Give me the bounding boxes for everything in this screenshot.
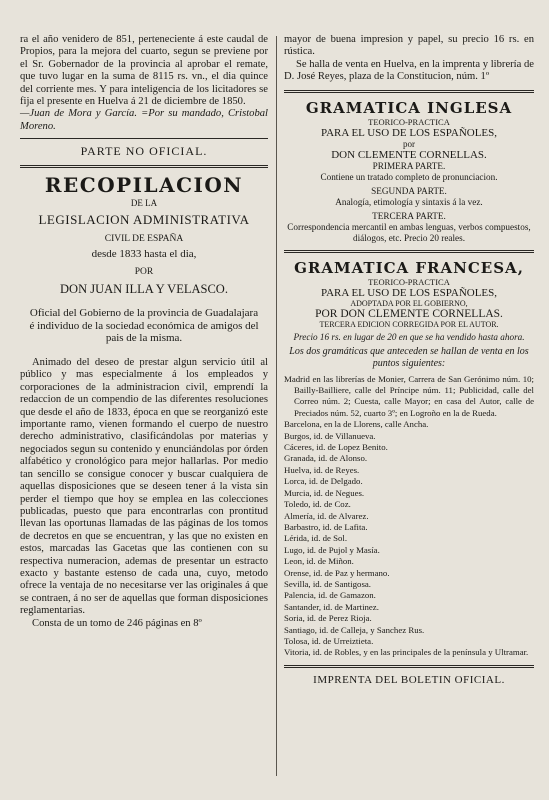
english-grammar-subtitle: TEORICO-PRACTICA bbox=[368, 116, 450, 127]
french-grammar-author: POR DON CLEMENTE CORNELLAS. bbox=[315, 307, 503, 320]
part-two-heading: SEGUNDA PARTE. bbox=[371, 185, 447, 196]
list-item: Sevilla, id. de Santigosa. bbox=[284, 578, 371, 589]
divider bbox=[20, 138, 268, 139]
english-grammar-por: por bbox=[403, 138, 415, 149]
notice-signature: —Juan de Mora y García. =Por su mandado, Cristobal Moreno. bbox=[20, 108, 268, 132]
list-item: Lorca, id. de Delgado. bbox=[284, 476, 363, 487]
french-grammar-audience: PARA EL USO DE LOS ESPAÑOLES, bbox=[320, 286, 498, 299]
list-item: Barcelona, en la de Llorens, calle Ancha. bbox=[284, 419, 429, 430]
part-one-desc: Contiene un tratado completo de pronunciacion. bbox=[320, 171, 498, 182]
section-heading: PARTE NO OFICIAL. bbox=[80, 144, 208, 159]
french-grammar-edition: TERCERA EDICION CORREGIDA POR EL AUTOR. bbox=[319, 319, 499, 329]
french-grammar-price: Precio 16 rs. en lugar de 20 en que se ha vendido hasta ahora. bbox=[293, 331, 525, 342]
part-two-desc: Analogía, etimología y sintaxis á la vez. bbox=[335, 196, 483, 207]
list-item: Toledo, id. de Coz. bbox=[284, 499, 351, 510]
printer-imprint: IMPRENTA DEL BOLETIN OFICIAL. bbox=[313, 673, 505, 686]
list-item: Santiago, id. de Calleja, y Sanchez Rus. bbox=[284, 624, 425, 635]
french-grammar-subtitle: TEORICO-PRACTICA bbox=[368, 276, 450, 287]
list-item: Madrid en las librerías de Monier, Carrera de San Gerónimo núm. 10; Bailly-Bailliere, calle del Príncipe núm. 11; Publicidad, calle del Correo núm. 2; Cuesta, calle Mayor; en casa del Autor, calle de Preciados núm. 52, cuarto 3º; en Logroño en la de Rueda. bbox=[284, 373, 534, 418]
list-item: Granada, id. de Alonso. bbox=[284, 453, 368, 464]
list-item: Cáceres, id. de Lopez Benito. bbox=[284, 442, 388, 453]
sale-points-note: Los dos gramáticas que anteceden se hallan de venta en los puntos siguientes: bbox=[289, 345, 529, 369]
column-divider bbox=[276, 36, 277, 776]
list-item: Tolosa, id. de Urreiztieta. bbox=[284, 635, 374, 646]
list-item: Huelva, id. de Reyes. bbox=[284, 464, 360, 475]
book-subtitle-2: CIVIL DE ESPAÑA bbox=[104, 234, 184, 245]
list-item: Santander, id. de Martinez. bbox=[284, 601, 379, 612]
double-divider bbox=[284, 90, 534, 93]
list-item: Burgos, id. de Villanueva. bbox=[284, 430, 376, 441]
list-item: Murcia, id. de Negues. bbox=[284, 487, 365, 498]
french-grammar-title: GRAMATICA FRANCESA, bbox=[294, 258, 524, 277]
right-column bbox=[284, 34, 534, 686]
english-grammar-author: DON CLEMENTE CORNELLAS. bbox=[331, 148, 487, 161]
list-item: Leon, id. de Miñon. bbox=[284, 556, 354, 567]
list-item: Soria, id. de Perez Rioja. bbox=[284, 613, 372, 624]
part-three-desc: Correspondencia mercantil en ambas lenguas, verbos compuestos, diálogos, etc. Precio 20 reales. bbox=[287, 221, 531, 243]
double-divider bbox=[284, 250, 534, 253]
book-title-de-la: DE LA bbox=[130, 198, 158, 209]
list-item: Barbastro, id. de Lafita. bbox=[284, 521, 368, 532]
sale-points-list bbox=[284, 374, 534, 659]
book-title: RECOPILACION bbox=[44, 173, 244, 198]
french-grammar-adoption: ADOPTADA POR EL GOBIERNO, bbox=[350, 298, 468, 308]
left-column bbox=[20, 34, 268, 630]
list-item: Palencia, id. de Gamazon. bbox=[284, 590, 376, 601]
description-paragraph-2: Consta de un tomo de 246 páginas en 8º bbox=[32, 617, 202, 629]
book-por: POR bbox=[134, 267, 154, 278]
book-subtitle: LEGISLACION ADMINISTRATIVA bbox=[38, 212, 250, 228]
english-grammar-audience: PARA EL USO DE LOS ESPAÑOLES, bbox=[320, 126, 498, 139]
list-item: Lugo, id. de Pujol y Masía. bbox=[284, 544, 380, 555]
double-divider bbox=[284, 665, 534, 668]
notice-text: ra el año venidero de 851, perteneciente á este caudal de Propios, para la mejora del cuarto, segun se previene por el Sr. Gobernador de la provincia al aprobar el remate, que tuvo lugar en la suma de 8115 rs. vn., el dia quince del corriente mes. Y para inteligencia de los licitadores se fija el presente en Huelva á 21 de diciembre de 1850. bbox=[20, 34, 268, 108]
double-divider bbox=[20, 165, 268, 168]
author-description: Oficial del Gobierno de la provincia de Guadalajara é individuo de la sociedad económica de amigos del pais de la misma. bbox=[29, 307, 259, 345]
description-paragraph: Animado del deseo de prestar algun servicio útil al público y mas especialmente á los empleados y corporaciones de la administracion civil, emprendí la redaccion de un compendio de las diferentes resoluciones que desde el año de 1833, época en que se reorganizó este importante ramo, vienen formando el cuerpo de nuestro derecho administrativo, clasificándolas por materias y negociados segun su contenido y enunciándolas por órden alfabético y cronológico para mejor hallarlas. Por medio tan sencillo se consigue conocer y buscar cualquiera de aquellas disposiciones que se deseen tener á la vista sin perder el tiempo que hoy se emplea en las colecciones publicadas, puesto que para encontrarlas con prontitud llevan las oportunas llamadas de las páginas de los tomos de decretos en que se encuentran, y las que no existen en estos, marcadas las Gacetas que las contienen con su respectiva numeracion, ademas de presentar un estracto exacto y bastante estenso de cada una, cuyo, metodo ofrece la ventaja de no necesitarse ver las originales á que se contraen, á no ser de aquellas que forman disposiciones reglamentarias. bbox=[20, 357, 268, 617]
list-item: Lérida, id. de Sol. bbox=[284, 533, 348, 544]
list-item: Orense, id. de Paz y hermano. bbox=[284, 567, 390, 578]
list-item: Vitoria, id. de Robles, y en las principales de la península y Ultramar. bbox=[284, 647, 529, 658]
book-author: DON JUAN ILLA Y VELASCO. bbox=[60, 282, 228, 297]
book-period: desde 1833 hasta el dia, bbox=[91, 248, 197, 261]
part-one-heading: PRIMERA PARTE. bbox=[372, 160, 446, 171]
sale-text: Se halla de venta en Huelva, en la imprenta y librería de D. José Reyes, plaza de la Constitucion, núm. 1º bbox=[284, 58, 534, 83]
price-text: mayor de buena impresion y papel, su precio 16 rs. en rústica. bbox=[284, 34, 534, 58]
list-item: Almería, id. de Alvarez. bbox=[284, 510, 369, 521]
english-grammar-title: GRAMATICA INGLESA bbox=[305, 98, 513, 117]
part-three-heading: TERCERA PARTE. bbox=[372, 210, 446, 221]
